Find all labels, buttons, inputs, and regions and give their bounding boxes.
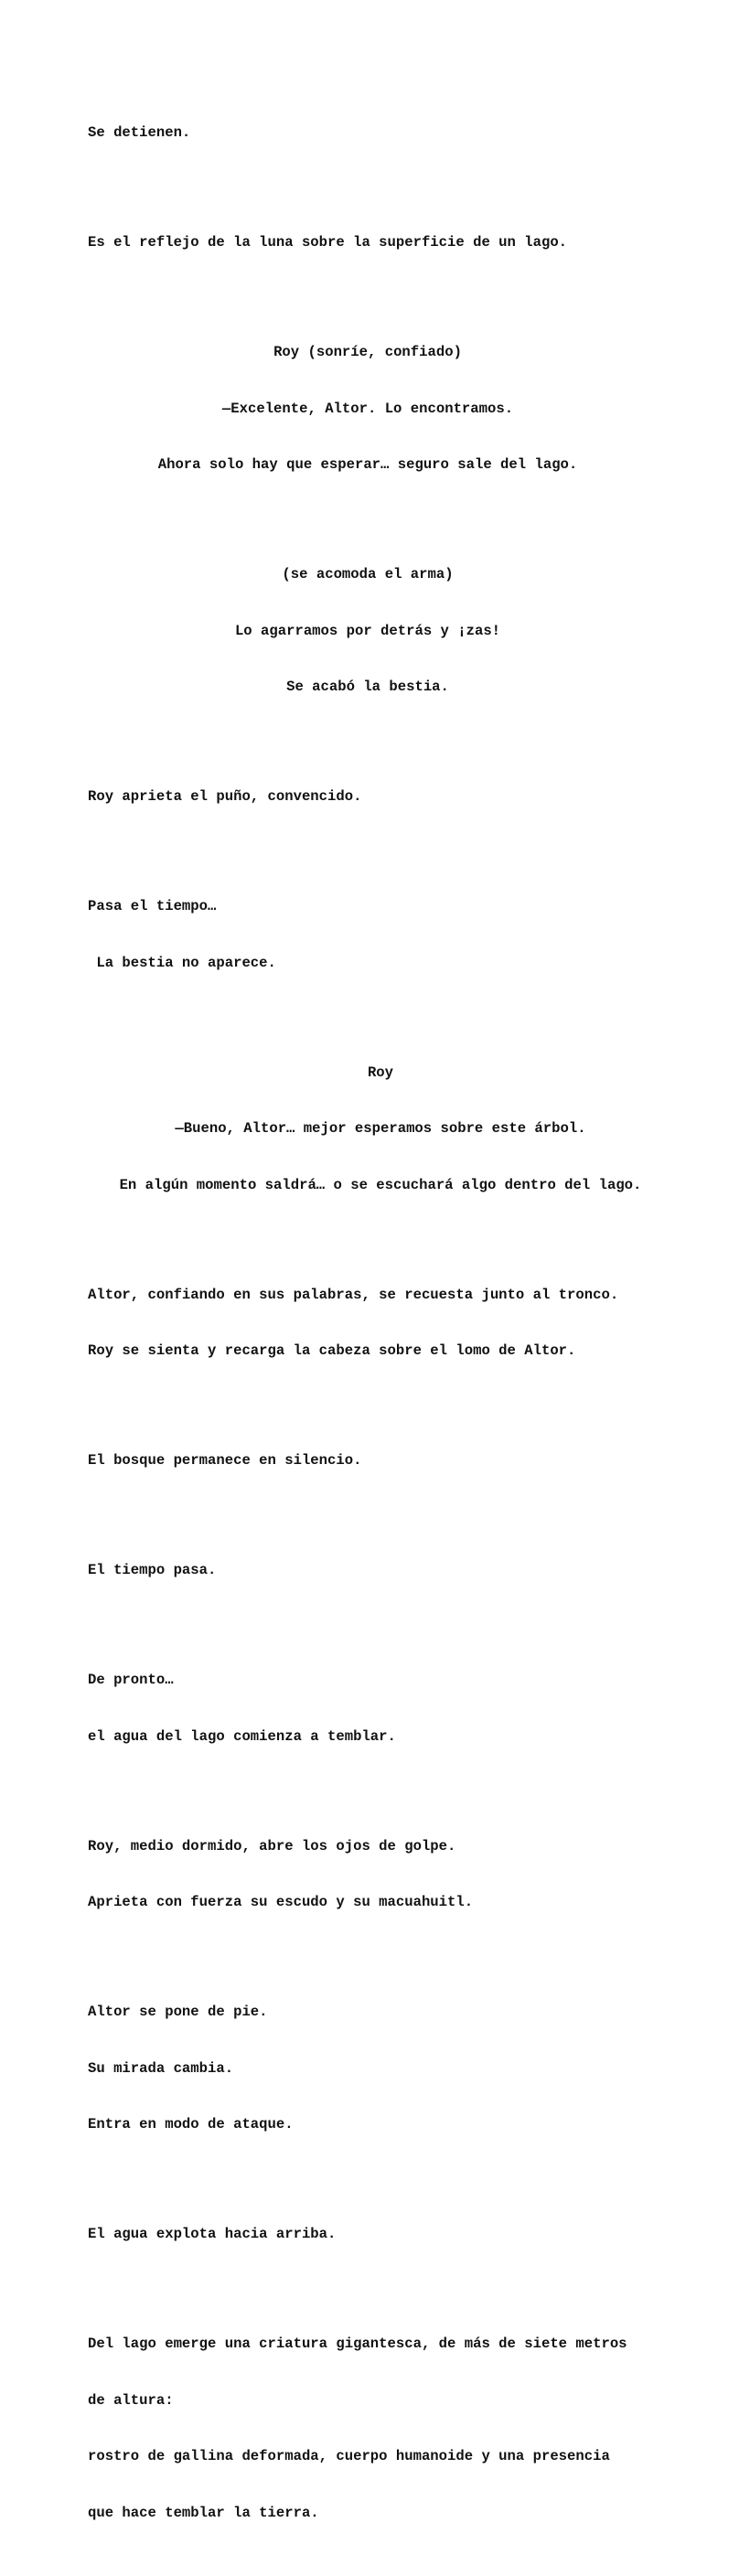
- dialogue-block: [88, 528, 648, 734]
- screenplay-body: [88, 86, 673, 2576]
- action-paragraph: [88, 1800, 673, 1950]
- action-line: Altor, confiando en sus palabras, se recuesta junto al tronco.: [88, 1286, 619, 1303]
- action-line: De pronto…: [88, 1672, 174, 1688]
- dialogue-line: —Bueno, Altor… mejor esperamos sobre este árbol.: [175, 1120, 586, 1137]
- action-paragraph: [88, 2297, 673, 2560]
- parenthetical: (se acomoda el arma): [282, 566, 454, 583]
- dialogue-line: En algún momento saldrá… o se escuchará algo dentro del lago.: [119, 1176, 642, 1193]
- action-line: Roy, medio dormido, abre los ojos de golpe.: [88, 1837, 456, 1855]
- action-line: Pasa el tiempo…: [88, 898, 217, 914]
- dialogue-line: Ahora solo hay que esperar… seguro sale del lago.: [157, 456, 578, 473]
- dialogue-line: Se acabó la bestia.: [286, 679, 449, 695]
- action-paragraph: [88, 1248, 673, 1398]
- action-line: el agua del lago comienza a temblar.: [88, 1727, 396, 1745]
- action-paragraph: [88, 1633, 673, 1783]
- action-line: La bestia no aparece.: [88, 954, 276, 971]
- action-line: Se detienen.: [88, 124, 191, 141]
- action-line: Del lago emerge una criatura gigantesca, de más de siete metros: [88, 2336, 627, 2352]
- action-line: rostro de gallina deformada, cuerpo humanoide y una presencia: [88, 2448, 610, 2464]
- character-cue: Roy: [367, 1064, 394, 1081]
- action-line: de altura:: [88, 2391, 174, 2409]
- action-line: El tiempo pasa.: [88, 1562, 217, 1578]
- action-paragraph: [88, 860, 673, 1010]
- dialogue-line: Lo agarramos por detrás y ¡zas!: [234, 622, 501, 639]
- action-line: Su mirada cambia.: [88, 2059, 234, 2077]
- action-line: El bosque permanece en silencio.: [88, 1452, 362, 1469]
- action-line: que hace temblar la tierra.: [88, 2504, 319, 2521]
- action-paragraph: [88, 1523, 673, 1618]
- action-line: El agua explota hacia arriba.: [88, 2226, 337, 2242]
- action-paragraph: [88, 1965, 673, 2172]
- action-paragraph: [88, 2187, 673, 2282]
- character-cue: Roy (sonríe, confiado): [273, 344, 462, 360]
- dialogue-block: [88, 1026, 673, 1233]
- action-line: Roy se sienta y recarga la cabeza sobre el lomo de Altor.: [88, 1342, 576, 1359]
- action-line: Aprieta con fuerza su escudo y su macuahuitl.: [88, 1894, 474, 1910]
- action-paragraph: [88, 196, 673, 290]
- dialogue-line: —Excelente, Altor. Lo encontramos.: [221, 400, 514, 417]
- action-paragraph: [88, 1414, 673, 1508]
- action-line: Altor se pone de pie.: [88, 2004, 268, 2020]
- action-line: Roy aprieta el puño, convencido.: [88, 788, 362, 805]
- action-paragraph: [88, 750, 673, 844]
- action-line: Es el reflejo de la luna sobre la superficie de un lago.: [88, 234, 568, 251]
- action-line: Entra en modo de ataque.: [88, 2116, 294, 2132]
- action-paragraph: [88, 86, 673, 180]
- dialogue-block: [88, 305, 648, 512]
